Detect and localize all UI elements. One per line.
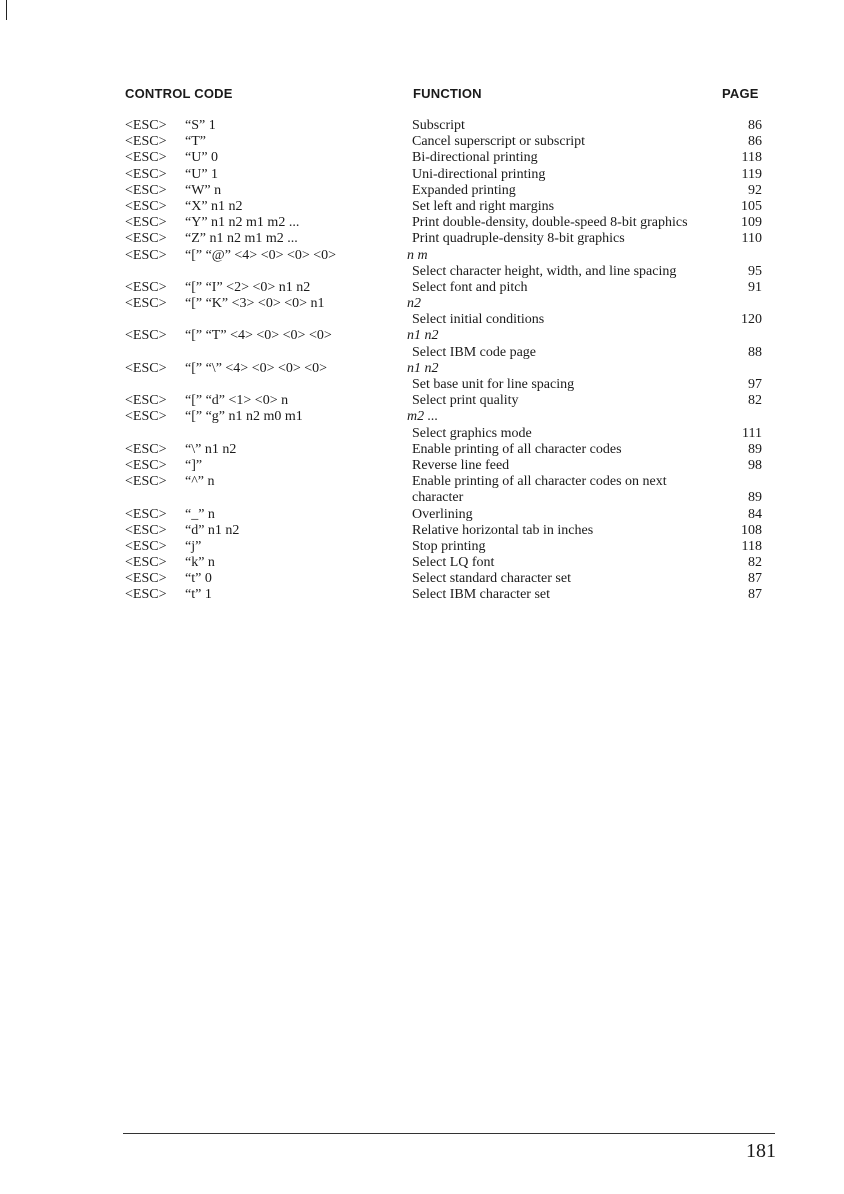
page-reference: 88 xyxy=(748,344,762,360)
function-description: Uni-directional printing xyxy=(412,166,546,182)
table-row xyxy=(0,507,844,523)
function-description: Select standard character set xyxy=(412,571,571,587)
esc-label: <ESC> xyxy=(125,457,167,473)
control-code xyxy=(125,296,325,312)
code-sequence: “]” xyxy=(185,457,203,473)
table-row xyxy=(0,231,844,247)
table-row xyxy=(0,409,844,425)
control-code xyxy=(125,150,218,166)
function-description: Set left and right margins xyxy=(412,198,555,214)
esc-label: <ESC> xyxy=(125,522,167,538)
function-description: Print quadruple-density 8-bit graphics xyxy=(412,231,625,247)
control-code xyxy=(125,280,310,296)
code-sequence: “t” 1 xyxy=(185,587,212,603)
function-description: Expanded printing xyxy=(412,182,516,198)
code-sequence: “S” 1 xyxy=(185,118,216,133)
header-page: PAGE xyxy=(722,86,759,101)
page-number: 181 xyxy=(746,1140,776,1162)
table-row xyxy=(0,150,844,166)
esc-label: <ESC> xyxy=(125,393,167,409)
table-row xyxy=(0,199,844,215)
page-reference: 97 xyxy=(748,377,762,392)
table-row xyxy=(0,555,844,571)
code-sequence: “^” n xyxy=(185,474,215,490)
code-sequence: “d” n1 n2 xyxy=(185,522,240,538)
page-reference: 86 xyxy=(748,134,762,150)
control-code xyxy=(125,118,216,134)
table-row xyxy=(0,264,844,280)
function-description: Reverse line feed xyxy=(412,457,510,473)
function-description: Overlining xyxy=(412,506,473,522)
function-description: Select LQ font xyxy=(412,555,495,571)
control-code xyxy=(125,507,215,523)
table-row xyxy=(0,571,844,587)
table-row xyxy=(0,377,844,393)
page-reference: 118 xyxy=(741,150,762,166)
control-code xyxy=(125,555,215,571)
esc-label: <ESC> xyxy=(125,474,167,490)
esc-label: <ESC> xyxy=(125,409,167,425)
esc-label: <ESC> xyxy=(125,150,167,166)
page-reference: 87 xyxy=(748,571,762,587)
page-reference: 110 xyxy=(741,231,762,247)
control-code xyxy=(125,474,215,490)
code-sequence: “k” n xyxy=(185,555,215,571)
code-params: n1 n2 xyxy=(407,360,439,376)
table-row xyxy=(0,393,844,409)
code-sequence: “T” xyxy=(185,134,206,150)
table-row xyxy=(0,215,844,231)
function-description: character xyxy=(412,490,464,506)
control-code xyxy=(125,393,288,409)
page-reference: 108 xyxy=(741,522,762,538)
control-code xyxy=(125,458,202,474)
code-sequence: “[” “K” <3> <0> <0> n1 xyxy=(185,296,325,312)
table-row xyxy=(0,183,844,199)
table-row xyxy=(0,296,844,312)
esc-label: <ESC> xyxy=(125,215,167,231)
esc-label: <ESC> xyxy=(125,328,167,344)
code-sequence: “j” xyxy=(185,538,202,554)
table-row xyxy=(0,490,844,506)
control-code-table xyxy=(0,118,844,604)
function-description: Enable printing of all character codes on next xyxy=(412,474,667,490)
code-sequence: “Y” n1 n2 m1 m2 ... xyxy=(185,215,300,231)
function-description: Select IBM code page xyxy=(412,344,537,360)
table-row xyxy=(0,312,844,328)
esc-label: <ESC> xyxy=(125,166,167,182)
page-reference: 87 xyxy=(748,587,762,603)
esc-label: <ESC> xyxy=(125,360,167,376)
esc-label: <ESC> xyxy=(125,506,167,522)
page-reference: 89 xyxy=(748,441,762,457)
page-reference: 109 xyxy=(741,215,762,231)
esc-label: <ESC> xyxy=(125,279,167,295)
function-description: Select character height, width, and line spacing xyxy=(412,263,677,279)
function-description: Cancel superscript or subscript xyxy=(412,134,586,150)
table-header xyxy=(0,86,844,104)
code-sequence: “Z” n1 n2 m1 m2 ... xyxy=(185,231,298,247)
table-row xyxy=(0,134,844,150)
page-reference: 98 xyxy=(748,457,762,473)
page-reference: 82 xyxy=(748,555,762,571)
table-row xyxy=(0,587,844,603)
table-row xyxy=(0,523,844,539)
code-sequence: “U” 1 xyxy=(185,166,219,182)
page-reference: 120 xyxy=(741,312,762,328)
control-code xyxy=(125,587,212,603)
function-description: Print double-density, double-speed 8-bit graphics xyxy=(412,215,688,231)
table-row xyxy=(0,474,844,490)
esc-label: <ESC> xyxy=(125,538,167,554)
page-reference: 95 xyxy=(748,263,762,279)
table-row xyxy=(0,458,844,474)
code-params: m2 ... xyxy=(407,409,439,425)
control-code xyxy=(125,539,201,555)
control-code xyxy=(125,361,327,377)
page-reference: 86 xyxy=(748,118,762,133)
control-code xyxy=(125,231,298,247)
control-code xyxy=(125,134,206,150)
esc-label: <ESC> xyxy=(125,198,167,214)
page-reference: 89 xyxy=(748,490,762,506)
table-row xyxy=(0,361,844,377)
esc-label: <ESC> xyxy=(125,134,167,150)
code-sequence: “t” 0 xyxy=(185,571,212,587)
code-sequence: “[” “I” <2> <0> n1 n2 xyxy=(185,279,311,295)
page-reference: 91 xyxy=(748,279,762,295)
code-sequence: “[” “\” <4> <0> <0> <0> xyxy=(185,360,328,376)
code-sequence: “[” “g” n1 n2 m0 m1 xyxy=(185,409,303,425)
page-reference: 118 xyxy=(741,538,762,554)
function-description: Set base unit for line spacing xyxy=(412,377,575,392)
page-reference: 92 xyxy=(748,182,762,198)
control-code xyxy=(125,183,221,199)
control-code xyxy=(125,409,303,425)
function-description: Select graphics mode xyxy=(412,425,532,441)
esc-label: <ESC> xyxy=(125,118,167,133)
table-row xyxy=(0,328,844,344)
esc-label: <ESC> xyxy=(125,571,167,587)
page-edge-mark xyxy=(6,0,7,20)
table-row xyxy=(0,539,844,555)
code-sequence: “[” “@” <4> <0> <0> <0> xyxy=(185,247,337,263)
function-description: Bi-directional printing xyxy=(412,150,538,166)
control-code xyxy=(125,442,236,458)
esc-label: <ESC> xyxy=(125,182,167,198)
page-reference: 111 xyxy=(742,425,762,441)
control-code xyxy=(125,199,243,215)
esc-label: <ESC> xyxy=(125,441,167,457)
header-control-code: CONTROL CODE xyxy=(125,86,233,101)
esc-label: <ESC> xyxy=(125,555,167,571)
page-reference: 84 xyxy=(748,506,762,522)
function-description: Select initial conditions xyxy=(412,312,545,328)
function-description: Enable printing of all character codes xyxy=(412,441,622,457)
control-code xyxy=(125,571,212,587)
function-description: Select IBM character set xyxy=(412,587,550,603)
table-row xyxy=(0,442,844,458)
control-code xyxy=(125,167,218,183)
code-sequence: “_” n xyxy=(185,506,215,522)
header-function: FUNCTION xyxy=(413,86,482,101)
function-description: Relative horizontal tab in inches xyxy=(412,522,594,538)
function-description: Select font and pitch xyxy=(412,279,528,295)
code-params: n2 xyxy=(407,296,421,312)
code-sequence: “W” n xyxy=(185,182,222,198)
esc-label: <ESC> xyxy=(125,296,167,312)
function-description: Subscript xyxy=(412,118,465,133)
code-sequence: “U” 0 xyxy=(185,150,219,166)
control-code xyxy=(125,523,239,539)
code-sequence: “\” n1 n2 xyxy=(185,441,237,457)
code-sequence: “[” “T” <4> <0> <0> <0> xyxy=(185,328,332,344)
table-row xyxy=(0,280,844,296)
code-sequence: “X” n1 n2 xyxy=(185,198,243,214)
function-description: Select print quality xyxy=(412,393,519,409)
code-params: n m xyxy=(407,247,428,263)
esc-label: <ESC> xyxy=(125,247,167,263)
function-description: Stop printing xyxy=(412,538,486,554)
esc-label: <ESC> xyxy=(125,231,167,247)
footer-rule xyxy=(123,1133,775,1134)
control-code xyxy=(125,248,336,264)
page-reference: 119 xyxy=(741,166,762,182)
table-row xyxy=(0,248,844,264)
table-row xyxy=(0,426,844,442)
page-reference: 82 xyxy=(748,393,762,409)
page-reference: 105 xyxy=(741,198,762,214)
table-row xyxy=(0,118,844,134)
esc-label: <ESC> xyxy=(125,587,167,603)
table-row xyxy=(0,167,844,183)
control-code xyxy=(125,328,332,344)
code-params: n1 n2 xyxy=(407,328,439,344)
table-row xyxy=(0,345,844,361)
control-code xyxy=(125,215,299,231)
code-sequence: “[” “d” <1> <0> n xyxy=(185,393,289,409)
